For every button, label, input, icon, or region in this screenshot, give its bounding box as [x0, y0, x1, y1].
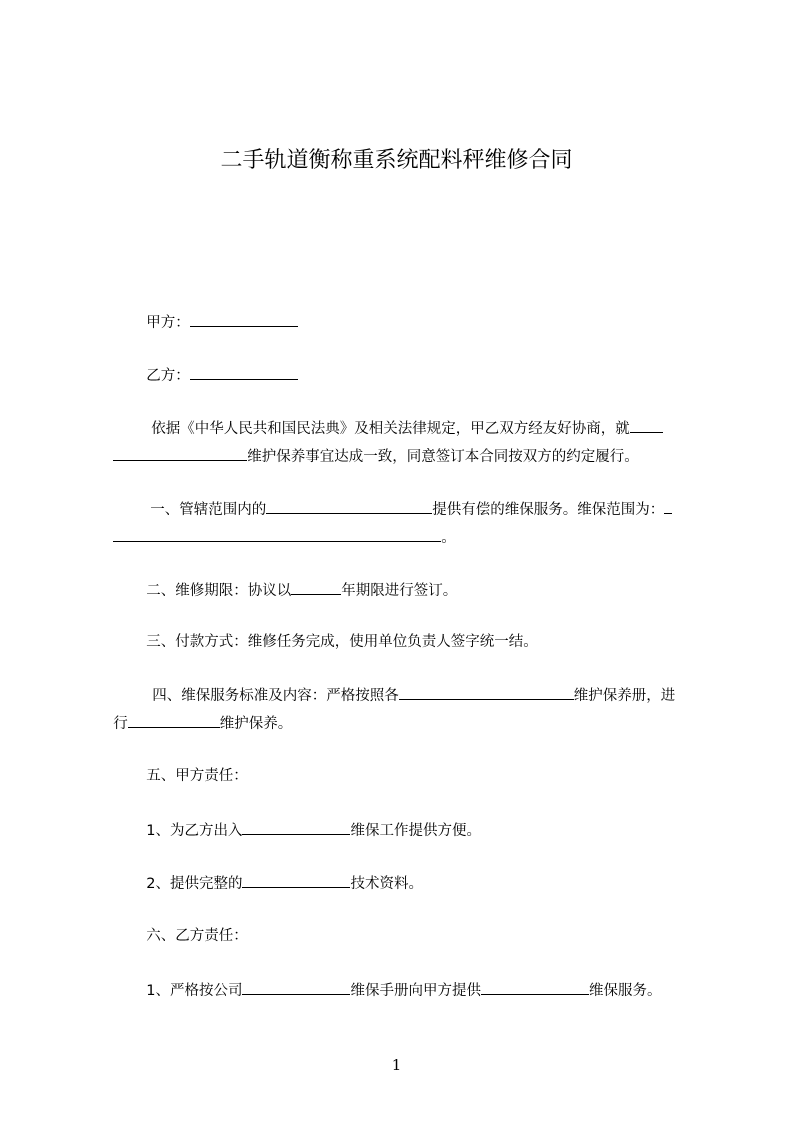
party-b-line: [137, 345, 298, 386]
intro-text-2: 维护保养事宜达成一致，同意签订本合同按双方的约定履行。: [247, 449, 639, 465]
section-5-text: 五、甲方责任：: [146, 768, 248, 784]
section-2-line: [137, 560, 457, 601]
section-1-blank-3: [113, 527, 441, 542]
section-4-text-b: 维护保养册，进: [573, 688, 676, 704]
section-3-line: [137, 612, 538, 652]
section-2-text-a: 二、维修期限：协议以: [146, 583, 292, 599]
section-1-line-2: [104, 507, 456, 548]
party-a-label: 甲方：: [146, 315, 190, 331]
party-a-line: [137, 292, 298, 333]
party-b-blank: [190, 365, 298, 380]
section-6-item-1-blank-1: [242, 980, 350, 995]
section-4-line-2: [104, 693, 292, 734]
section-5-item-2-blank: [242, 873, 350, 888]
section-1-end: 。: [441, 530, 456, 546]
section-5-item-1: [137, 800, 481, 841]
section-5-item-1-text-b: 维保工作提供方便。: [350, 823, 481, 839]
section-2-blank: [291, 580, 341, 595]
intro-line-2: [104, 426, 639, 467]
section-5-heading: [137, 746, 248, 786]
section-5-item-2-text-b: 技术资料。: [350, 876, 423, 892]
party-a-blank: [190, 312, 298, 327]
document-title: 二手轨道衡称重系统配料秤维修合同: [220, 148, 573, 173]
page-number: 1: [391, 1056, 402, 1074]
section-1-blank-2: [664, 499, 672, 514]
section-5-item-2-text-a: 2、提供完整的: [146, 876, 243, 892]
section-1-text-b: 提供有偿的维保服务。维保范围为：: [432, 502, 665, 518]
section-5-item-2: [137, 853, 423, 894]
section-6-item-1-text-c: 维保服务。: [588, 983, 662, 999]
section-6-heading: [137, 906, 248, 946]
section-4-text-d: 维护保养。: [219, 716, 293, 732]
party-b-label: 乙方：: [146, 368, 190, 384]
section-1-text-a: 一、管辖范围内的: [150, 502, 267, 518]
section-6-item-1-text-a: 1、严格按公司: [146, 983, 243, 999]
intro-blank-2: [113, 446, 247, 461]
section-4-blank-1: [399, 685, 574, 700]
section-6-text: 六、乙方责任：: [146, 928, 248, 944]
section-6-item-1-text-b: 维保手册向甲方提供: [350, 983, 481, 999]
section-4-text-c: 行: [113, 716, 128, 732]
section-5-item-1-blank: [242, 820, 350, 835]
section-6-item-1: [137, 960, 661, 1001]
section-6-item-1-blank-2: [481, 980, 589, 995]
section-2-text-b: 年期限进行签订。: [341, 583, 458, 599]
intro-text-1: 依据《中华人民共和国民法典》及相关法律规定，甲乙双方经友好协商，就: [151, 421, 630, 437]
section-4-text-a: 四、维保服务标准及内容：严格按照各: [152, 688, 399, 704]
section-5-item-1-text-a: 1、为乙方出入: [146, 823, 243, 839]
section-4-blank-2: [128, 713, 220, 728]
section-3-text: 三、付款方式：维修任务完成，使用单位负责人签字统一结。: [146, 634, 538, 650]
